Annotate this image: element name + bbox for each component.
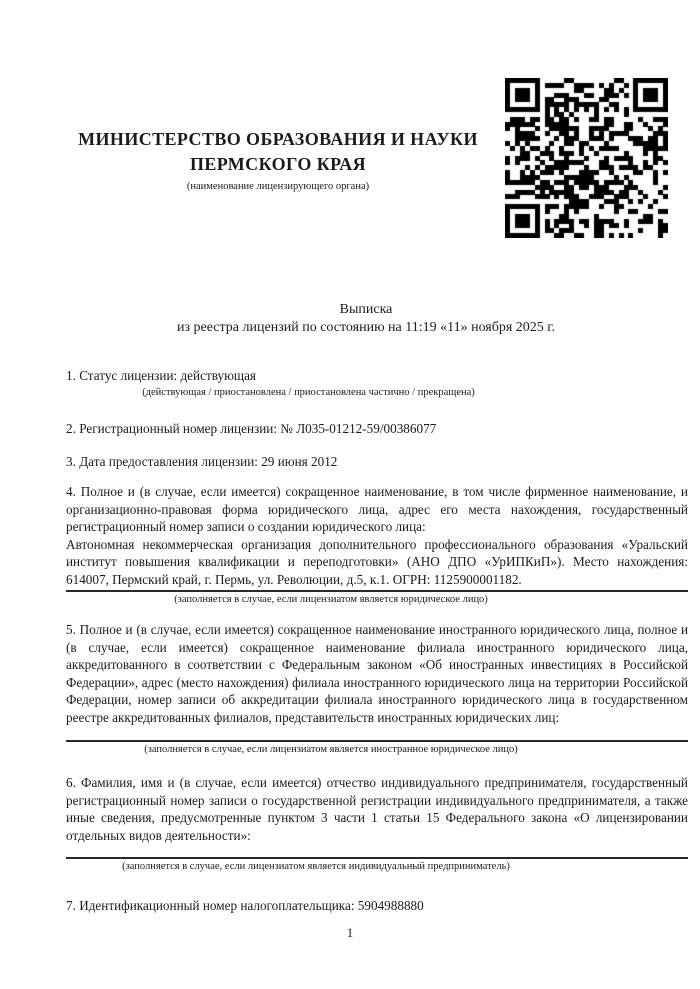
- section-4-legal-entity: [66, 483, 688, 606]
- section-6-entrepreneur: [66, 774, 688, 873]
- license-status-caption: (действующая / приостановлена / приостановлена частично / прекращена): [142, 386, 475, 398]
- ministry-name-line2: ПЕРМСКОГО КРАЯ: [189, 154, 367, 174]
- page-number: 1: [346, 925, 354, 940]
- taxpayer-id-text: 7. Идентификационный номер налогоплательщика: 5904988880: [66, 898, 424, 913]
- section-3-grant-date: [66, 453, 688, 471]
- license-status-text: 1. Статус лицензии: действующая: [66, 368, 257, 383]
- authority-caption: (наименование лицензирующего органа): [186, 181, 370, 192]
- section-6-caption: (заполняется в случае, если лицензиатом является индивидуальный предприниматель): [122, 861, 510, 872]
- registration-number-text: 2. Регистрационный номер лицензии: № Л035-01212-59/00386077: [66, 421, 437, 436]
- entrepreneur-label: 6. Фамилия, имя и (в случае, если имеется) отчество индивидуального предпринимателя, государственный регистрационный номер записи о государственной регистрации индивидуального предпринимателя, а также иные сведения, предусмотренные пунктом 3 части 1 статьи 15 Федерального закона «О лицензировании отдельных видов деятельности»:: [66, 775, 688, 843]
- legal-entity-label: 4. Полное и (в случае, если имеется) сокращенное наименование, в том числе фирменное наименование, и организационно-правовая форма юридического лица, адрес его места нахождения, государственный регистрационный номер записи о создании юридического лица:: [66, 484, 688, 534]
- section-5-foreign-entity: [66, 621, 688, 756]
- section-5-caption: (заполняется в случае, если лицензиатом является иностранное юридическое лицо): [144, 744, 518, 755]
- title-line1: Выписка: [339, 302, 393, 317]
- section-6-underline: [66, 857, 688, 859]
- ministry-name-line1: МИНИСТЕРСТВО ОБРАЗОВАНИЯ И НАУКИ: [78, 129, 478, 149]
- section-4-underline: [66, 590, 688, 592]
- grant-date-text: 3. Дата предоставления лицензии: 29 июня 2012: [66, 454, 338, 469]
- document-title: [66, 301, 666, 337]
- legal-entity-value: Автономная некоммерческая организация дополнительного профессионального образования «Уральский институт повышения квалификации и переподготовки» (АНО ДПО «УрИПКиП»). Место нахождения: 614007, Пермский край, г. Пермь, ул. Революции, д.5, к.1. ОГРН: 1125900001182.: [66, 536, 688, 587]
- qr-code-icon: [505, 78, 668, 238]
- section-7-taxpayer-id: [66, 897, 688, 915]
- section-2-registration-number: [66, 420, 688, 438]
- section-5-underline: [66, 740, 688, 742]
- section-1-license-status: [66, 367, 688, 399]
- foreign-entity-label: 5. Полное и (в случае, если имеется) сокращенное наименование иностранного юридического лица, полное и (в случае, если имеется) сокращенное наименование филиала иностранного юридического лица, аккредитованного в соответствии с Федеральным законом «Об иностранных инвестициях в Российской Федерации», адрес (место нахождения) филиала иностранного юридического лица на территории Российской Федерации, номер записи об аккредитации филиала иностранного юридического лица в государственном реестре аккредитованных филиалов, представительств иностранных юридических лиц:: [66, 622, 688, 725]
- title-line2: из реестра лицензий по состоянию на 11:19 «11» ноября 2025 г.: [177, 320, 555, 335]
- section-4-caption: (заполняется в случае, если лицензиатом является юридическое лицо): [174, 594, 488, 605]
- licensing-authority-header: [66, 127, 490, 193]
